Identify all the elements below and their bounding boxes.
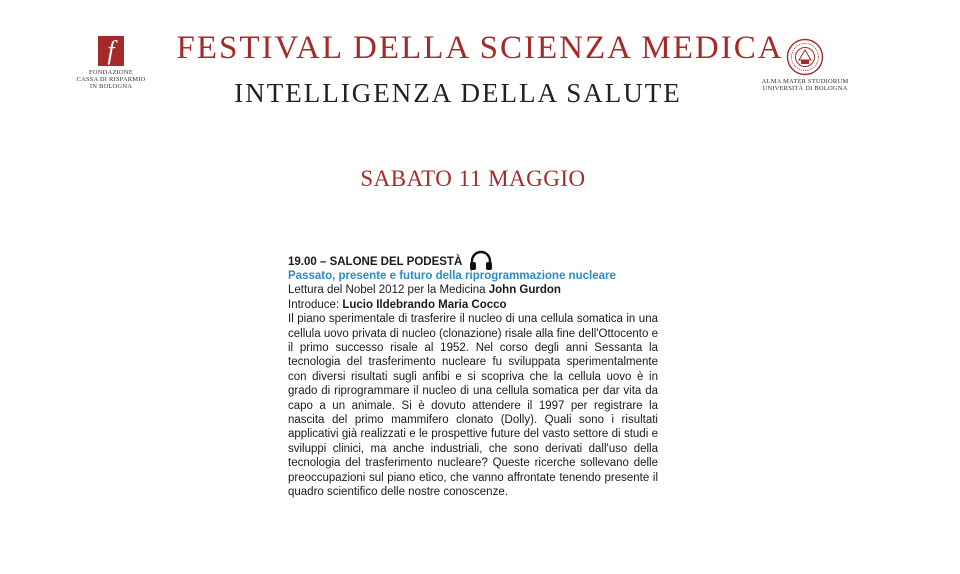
fondazione-caption-line: CASSA DI RISPARMIO: [76, 76, 146, 83]
university-logo: [758, 38, 852, 92]
university-caption: [758, 78, 852, 92]
fondazione-caption-line: FONDAZIONE: [89, 69, 133, 76]
time-place: 19.00 – SALONE DEL PODESTÀ: [288, 255, 463, 268]
lecture-line: [288, 283, 658, 297]
university-caption-line: ALMA MATER STUDIORUM: [761, 78, 849, 85]
introducer-name: Lucio Ildebrando Maria Cocco: [342, 298, 507, 311]
festival-subtitle: INTELLIGENZA DELLA SALUTE: [234, 78, 682, 108]
university-seal-icon: [786, 38, 824, 76]
lecture-prefix: Lettura del Nobel 2012 per la Medicina: [288, 284, 489, 297]
event-heading: [288, 250, 658, 269]
fondazione-f-logo-icon: f: [98, 36, 124, 66]
event-block: [288, 250, 658, 500]
intro-prefix: Introduce:: [288, 298, 343, 311]
festival-title: FESTIVAL DELLA SCIENZA MEDICA: [176, 30, 784, 66]
intro-line: [288, 298, 658, 312]
event-description: Il piano sperimentale di trasferire il nucleo di una cellula somatica in una cellula uovo privata di nucleo (clonazione) risale alla fine dell'Ottocento e il primo successo risale al 1952. Nel corso degli anni Sessanta la tecnologia del trasferimento nucleare fu sviluppata sperimentalmente con diversi risultati sugli anfibi e si scopriva che la cellula uovo è in grado di riprogrammare il nucleo di una cellula somatica per dar vita da capo a un animale. Si è dovuto attendere il 1997 per registrare la nascita del primo mammifero clonato (Dolly). Quali sono i risultati applicativi già realizzati e le prospettive future del vasto settore di studi e sviluppi clinici, ma anche industriali, che sono derivati dall'uso della tecnologia del trasferimento nucleare? Queste ricerche sollevano delle preoccupazioni sul piano etico, che vanno affrontate tenendo presente il quadro scientifico delle nostre conoscenze.: [288, 313, 658, 499]
talk-title: Passato, presente e futuro della riprogrammazione nucleare: [288, 270, 616, 282]
fondazione-caption-line: IN BOLOGNA: [89, 83, 133, 90]
lecturer-name: John Gurdon: [488, 284, 561, 297]
event-date: SABATO 11 MAGGIO: [360, 166, 586, 191]
headphones-icon: [468, 250, 494, 270]
university-caption-line: UNIVERSITÀ DI BOLOGNA: [762, 85, 848, 92]
